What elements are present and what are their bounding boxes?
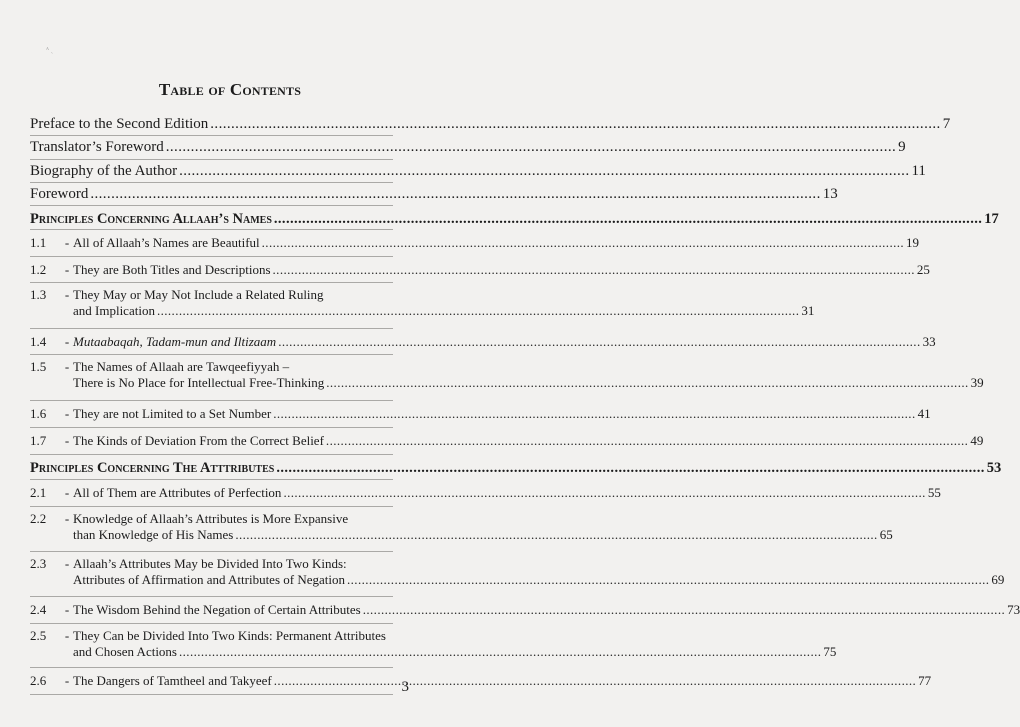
entry-number: 2.3 [30,556,47,571]
toc-entry-line [30,556,393,572]
toc-entry-line [30,511,393,527]
entry-page: 77 [918,673,932,688]
toc-entry [30,480,941,507]
entry-title: The Dangers of Tamtheel and Takyeef [73,673,272,688]
dot-leader [157,303,799,319]
entry-number: 1.6 [30,406,47,421]
toc-entry-line [30,433,984,449]
toc-entry [30,668,932,695]
toc-entry [30,401,931,428]
entry-page: 55 [927,485,941,500]
toc-entry-line [30,186,838,203]
toc-entry-line [30,287,393,303]
entry-title: They are not Limited to a Set Number [73,406,272,421]
toc-entry [30,160,926,183]
entry-number: 2.5 [30,628,47,643]
entry-dash: - [64,511,70,526]
entry-number: 1.2 [30,262,47,277]
toc-entry [30,428,984,455]
entry-title: than Knowledge of His Names [73,527,234,542]
entry-title: There is No Place for Intellectual Free-Thinking [73,375,325,390]
entry-dash: - [64,334,70,349]
entry-dash: - [64,406,70,421]
dot-leader [274,673,916,689]
entry-page: 19 [906,235,920,250]
toc-entry-line [30,572,1005,588]
entry-title: and Chosen Actions [73,644,177,659]
entry-title: Translator’s Foreword [30,139,164,155]
entry-page: 65 [879,527,893,542]
entry-page: 41 [917,406,931,421]
toc-entry-line [30,460,1002,477]
toc-entry [30,257,930,283]
dot-leader [363,602,1005,618]
entry-dash: - [64,673,70,688]
entry-title: Foreword [30,186,89,202]
entry-title: Biography of the Author [30,163,178,179]
entry-page: 73 [1007,602,1020,617]
entry-dash: - [64,628,70,643]
toc-entry-line [30,235,920,251]
dot-leader [179,163,909,180]
entry-page: 13 [822,186,838,202]
entry-title: Principles Concerning The Atttributes [30,460,275,476]
dot-leader [326,433,968,449]
dot-leader [235,527,877,543]
entry-page: 39 [970,375,984,390]
entry-title-line: The Names of Allaah are Tawqeefiyyah – [73,359,290,374]
dot-leader [273,406,915,422]
entry-page: 69 [991,572,1005,587]
entry-number: 1.5 [30,359,47,374]
entry-page: 53 [986,460,1002,476]
entry-title: Mutaabaqah, Tadam-mun and Iltizaam [73,334,277,349]
toc-entry-line [30,375,984,391]
toc-entry [30,113,951,136]
toc-entry-line [30,303,815,319]
toc-entry-line [30,673,932,689]
entry-page: 25 [916,262,930,277]
toc-entry [30,624,837,668]
entry-page: 7 [942,116,951,132]
entry-page: 17 [984,211,999,227]
entry-dash: - [64,556,70,571]
toc-entry [30,597,1020,624]
toc-entry [30,283,815,329]
toc-entry [30,455,1002,480]
toc-entry-line [30,334,936,350]
toc-entry [30,230,920,257]
paper-speck: ᴬ ˎ [46,46,54,54]
dot-leader [179,644,821,660]
entry-title: Preface to the Second Edition [30,116,209,132]
dot-leader [210,116,940,133]
toc-entry-line [30,359,393,375]
toc-entry-line [30,211,999,228]
entry-number: 2.4 [30,602,47,617]
toc-entry-line [30,527,893,543]
toc-entry-line [30,116,951,133]
entry-title-line: They Can be Divided Into Two Kinds: Permanent Attributes [73,628,386,643]
entry-page: 9 [898,139,906,155]
entry-number: 2.2 [30,511,47,526]
toc-entry [30,355,984,401]
entry-title: All of Allaah’s Names are Beautiful [73,235,260,250]
entry-dash: - [64,602,70,617]
entry-dash: - [64,485,70,500]
entry-number: 2.6 [30,673,47,688]
toc-entry [30,329,936,355]
entry-number: 1.4 [30,334,47,349]
entry-number: 1.1 [30,235,47,250]
dot-leader [90,186,820,203]
entry-dash: - [64,433,70,448]
dot-leader [283,485,925,501]
dot-leader [276,460,984,477]
toc-entry [30,206,999,230]
toc-entry [30,136,906,160]
toc-entry-line [30,406,931,422]
toc-entry-line [30,139,906,156]
toc-entry-line [30,163,926,180]
toc-entry-line [30,628,393,644]
entry-page: 75 [823,644,837,659]
toc-entry [30,552,1005,597]
dot-leader [274,211,982,228]
dot-leader [347,572,989,588]
entry-dash: - [64,262,70,277]
toc-entry [30,507,893,552]
entry-dash: - [64,235,70,250]
entry-title-line: Allaah’s Attributes May be Divided Into Two Kinds: [73,556,347,571]
entry-dash: - [64,359,70,374]
entry-title: and Implication [73,303,155,318]
toc-entry-line [30,485,941,501]
toc-entry-line [30,262,930,278]
page-title: Table of Contents [158,80,302,99]
dot-leader [166,139,896,156]
entry-number: 1.3 [30,287,47,302]
toc-entry-line [30,644,837,660]
dot-leader [262,235,904,251]
dot-leader [273,262,915,278]
entry-page: 49 [970,433,984,448]
entry-title: The Wisdom Behind the Negation of Certain Attributes [73,602,361,617]
dot-leader [326,375,968,391]
table-of-contents [30,113,1020,695]
entry-title: All of Them are Attributes of Perfection [73,485,282,500]
entry-title: The Kinds of Deviation From the Correct Belief [73,433,324,448]
toc-entry [30,183,838,206]
entry-title-line: They May or May Not Include a Related Ruling [73,287,324,302]
entry-title: Principles Concerning Allaah’s Names [30,211,272,227]
entry-title-line: Knowledge of Allaah’s Attributes is More Expansive [73,511,349,526]
entry-dash: - [64,287,70,302]
entry-number: 2.1 [30,485,47,500]
page-number: 3 [401,679,409,695]
entry-title: They are Both Titles and Descriptions [73,262,271,277]
entry-page: 11 [911,163,926,179]
entry-page: 31 [801,303,815,318]
entry-page: 33 [922,334,936,349]
toc-entry-line [30,602,1020,618]
dot-leader [278,334,920,350]
entry-title: Attributes of Affirmation and Attributes of Negation [73,572,345,587]
entry-number: 1.7 [30,433,47,448]
